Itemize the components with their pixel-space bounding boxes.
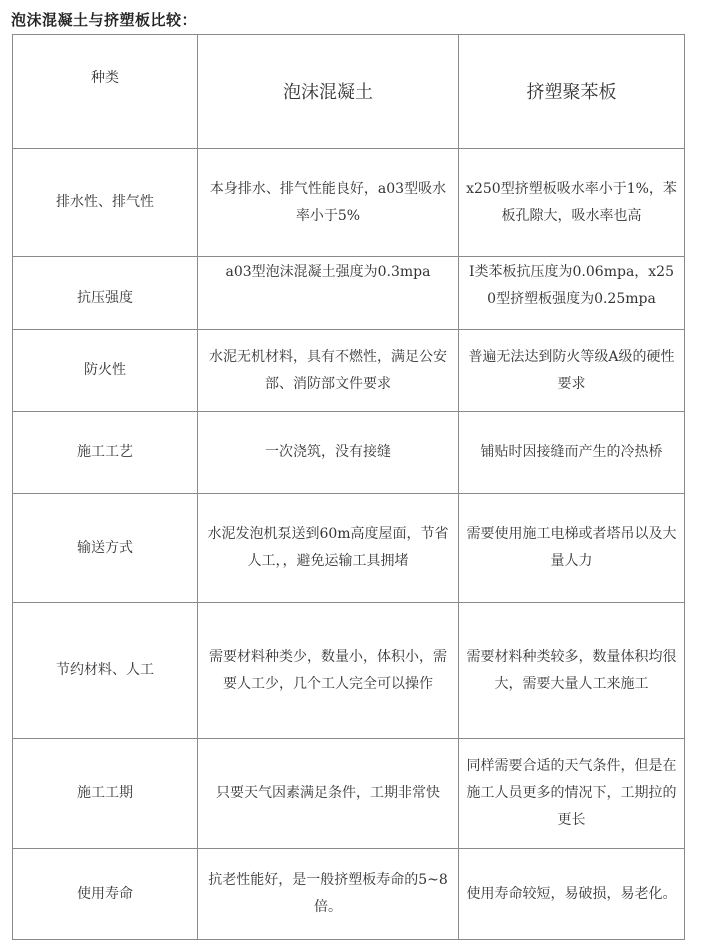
row-xps-value: x250型挤塑板吸水率小于1%，苯板孔隙大，吸水率也高 (459, 149, 685, 257)
table-row (13, 257, 685, 330)
table-row (13, 849, 685, 940)
row-xps-value: 同样需要合适的天气条件，但是在施工人员更多的情况下，工期拉的更长 (459, 739, 685, 849)
row-category: 输送方式 (13, 494, 198, 603)
row-foam-value: 抗老性能好，是一般挤塑板寿命的5~8倍。 (198, 849, 459, 940)
row-foam-value: 水泥发泡机泵送到60m高度屋面，节省人工，，避免运输工具拥堵 (198, 494, 459, 603)
table-row (13, 330, 685, 412)
table-row (13, 603, 685, 739)
table-row (13, 494, 685, 603)
row-category: 施工工期 (13, 739, 198, 849)
header-xps-board: 挤塑聚苯板 (459, 35, 685, 149)
header-category: 种类 (13, 35, 198, 149)
row-xps-value: I类苯板抗压度为0.06mpa，x250型挤塑板强度为0.25mpa (459, 257, 685, 330)
row-foam-value: 一次浇筑，没有接缝 (198, 412, 459, 494)
comparison-table (12, 34, 685, 940)
table-header-row (13, 35, 685, 149)
row-xps-value: 需要使用施工电梯或者塔吊以及大量人力 (459, 494, 685, 603)
table-row (13, 412, 685, 494)
row-xps-value: 普遍无法达到防火等级A级的硬性要求 (459, 330, 685, 412)
row-foam-value: 只要天气因素满足条件，工期非常快 (198, 739, 459, 849)
table-row (13, 739, 685, 849)
row-foam-value: 水泥无机材料，具有不燃性，满足公安部、消防部文件要求 (198, 330, 459, 412)
row-category: 排水性、排气性 (13, 149, 198, 257)
row-category: 施工工艺 (13, 412, 198, 494)
page-title: 泡沫混凝土与挤塑板比较： (11, 11, 198, 29)
row-foam-value: 需要材料种类少，数量小，体积小，需要人工少，几个工人完全可以操作 (198, 603, 459, 739)
row-foam-value: a03型泡沫混凝土强度为0.3mpa (198, 257, 459, 330)
header-foam-concrete: 泡沫混凝土 (198, 35, 459, 149)
row-xps-value: 铺贴时因接缝而产生的冷热桥 (459, 412, 685, 494)
row-xps-value: 需要材料种类较多，数量体积均很大，需要大量人工来施工 (459, 603, 685, 739)
row-xps-value: 使用寿命较短，易破损，易老化。 (459, 849, 685, 940)
row-category: 节约材料、人工 (13, 603, 198, 739)
row-category: 抗压强度 (13, 257, 198, 330)
row-category: 使用寿命 (13, 849, 198, 940)
row-category: 防火性 (13, 330, 198, 412)
table-row (13, 149, 685, 257)
row-foam-value: 本身排水、排气性能良好，a03型吸水率小于5% (198, 149, 459, 257)
